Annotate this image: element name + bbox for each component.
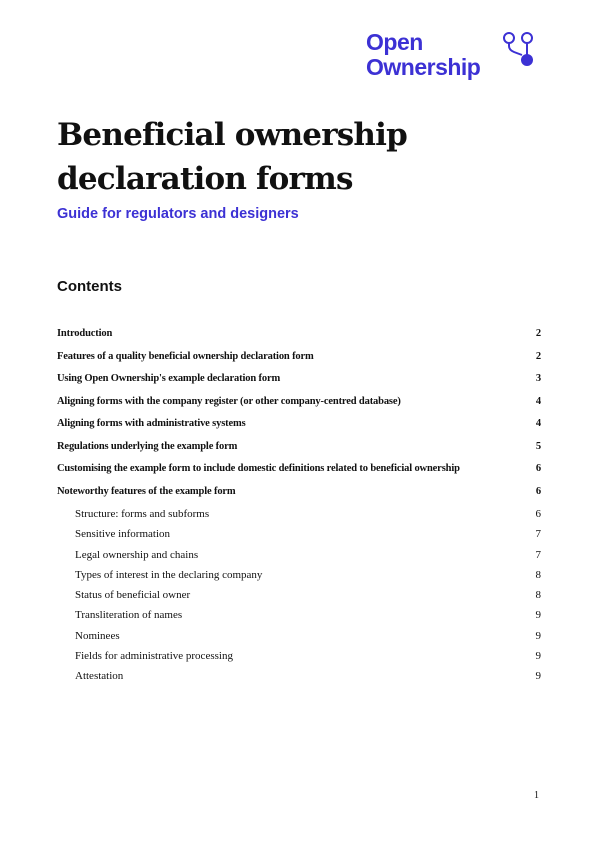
- toc-entry-label: Aligning forms with administrative systems: [57, 418, 246, 429]
- toc-entry-page: 2: [535, 328, 541, 339]
- page-number: 1: [534, 790, 539, 801]
- toc-entry-customising[interactable]: [57, 460, 541, 483]
- toc-subentry-label: Transliteration of names: [75, 609, 183, 622]
- table-of-contents: [57, 325, 541, 688]
- toc-subentry-label: Attestation: [75, 670, 124, 683]
- toc-entry-label: Noteworthy features of the example form: [57, 485, 236, 497]
- toc-subentry-sensitive-information[interactable]: [57, 525, 541, 545]
- page-title: [57, 113, 537, 201]
- toc-subentry-status[interactable]: [57, 586, 541, 606]
- toc-subentry-types-of-interest[interactable]: [57, 566, 541, 586]
- toc-subentry-label: Status of beneficial owner: [75, 589, 191, 602]
- toc-subentry-page: 9: [535, 609, 541, 622]
- toc-entry-page: 6: [535, 463, 541, 474]
- logo-line-1: Open: [366, 29, 423, 55]
- toc-subentry-page: 8: [535, 589, 541, 602]
- toc-entry-page: 3: [535, 373, 541, 384]
- toc-subentry-page: 7: [535, 528, 541, 541]
- toc-subentry-page: 9: [535, 670, 541, 683]
- toc-entry-label: Regulations underlying the example form: [57, 440, 238, 452]
- toc-subentry-label: Sensitive information: [75, 528, 171, 541]
- toc-subentry-page: 9: [535, 650, 541, 663]
- open-ownership-logo: [366, 30, 546, 86]
- logo-wordmark: [366, 30, 480, 80]
- toc-entry-page: 6: [535, 485, 541, 497]
- title-line-2: declaration forms: [57, 161, 353, 197]
- toc-entry-introduction[interactable]: [57, 325, 541, 348]
- toc-subentry-transliteration[interactable]: [57, 606, 541, 626]
- toc-subentry-page: 9: [535, 629, 541, 642]
- toc-subentry-page: 6: [535, 508, 541, 520]
- toc-subentry-label: Legal ownership and chains: [75, 548, 199, 561]
- toc-entry-label: Using Open Ownership's example declaration form: [57, 373, 281, 384]
- toc-entry-aligning-company-register[interactable]: [57, 393, 541, 416]
- toc-entry-page: 5: [535, 440, 541, 452]
- toc-entry-page: 4: [535, 395, 541, 407]
- toc-entry-label: Customising the example form to include domestic definitions related to beneficial ownership: [57, 463, 460, 474]
- toc-entry-using-example-form[interactable]: [57, 370, 541, 393]
- contents-heading: Contents: [57, 278, 122, 295]
- toc-subentry-label: Types of interest in the declaring company: [75, 568, 263, 581]
- toc-entry-features[interactable]: [57, 348, 541, 371]
- toc-entry-label: Introduction: [57, 328, 113, 339]
- toc-entry-page: 4: [535, 418, 541, 429]
- toc-subentry-administrative-fields[interactable]: [57, 647, 541, 667]
- toc-entry-noteworthy-features[interactable]: [57, 483, 541, 506]
- toc-entry-label: Aligning forms with the company register (or other company-centred database): [57, 395, 401, 407]
- subtitle: Guide for regulators and designers: [57, 206, 299, 222]
- ownership-graph-icon: [502, 30, 542, 70]
- toc-subentry-page: 8: [535, 568, 541, 581]
- toc-entry-label: Features of a quality beneficial ownership declaration form: [57, 350, 314, 362]
- toc-subentry-label: Nominees: [75, 629, 120, 642]
- toc-entry-page: 2: [535, 350, 541, 362]
- toc-subentry-page: 7: [535, 548, 541, 561]
- toc-subentry-label: Structure: forms and subforms: [75, 508, 210, 520]
- toc-subentry-attestation[interactable]: [57, 667, 541, 687]
- toc-subentry-structure[interactable]: [57, 505, 541, 525]
- toc-subentry-nominees[interactable]: [57, 627, 541, 647]
- title-line-1: Beneficial ownership: [57, 117, 408, 153]
- toc-subentry-legal-ownership[interactable]: [57, 546, 541, 566]
- logo-line-2: Ownership: [366, 54, 481, 80]
- toc-entry-aligning-admin-systems[interactable]: [57, 415, 541, 438]
- toc-subentry-label: Fields for administrative processing: [75, 650, 233, 663]
- toc-entry-regulations[interactable]: [57, 438, 541, 461]
